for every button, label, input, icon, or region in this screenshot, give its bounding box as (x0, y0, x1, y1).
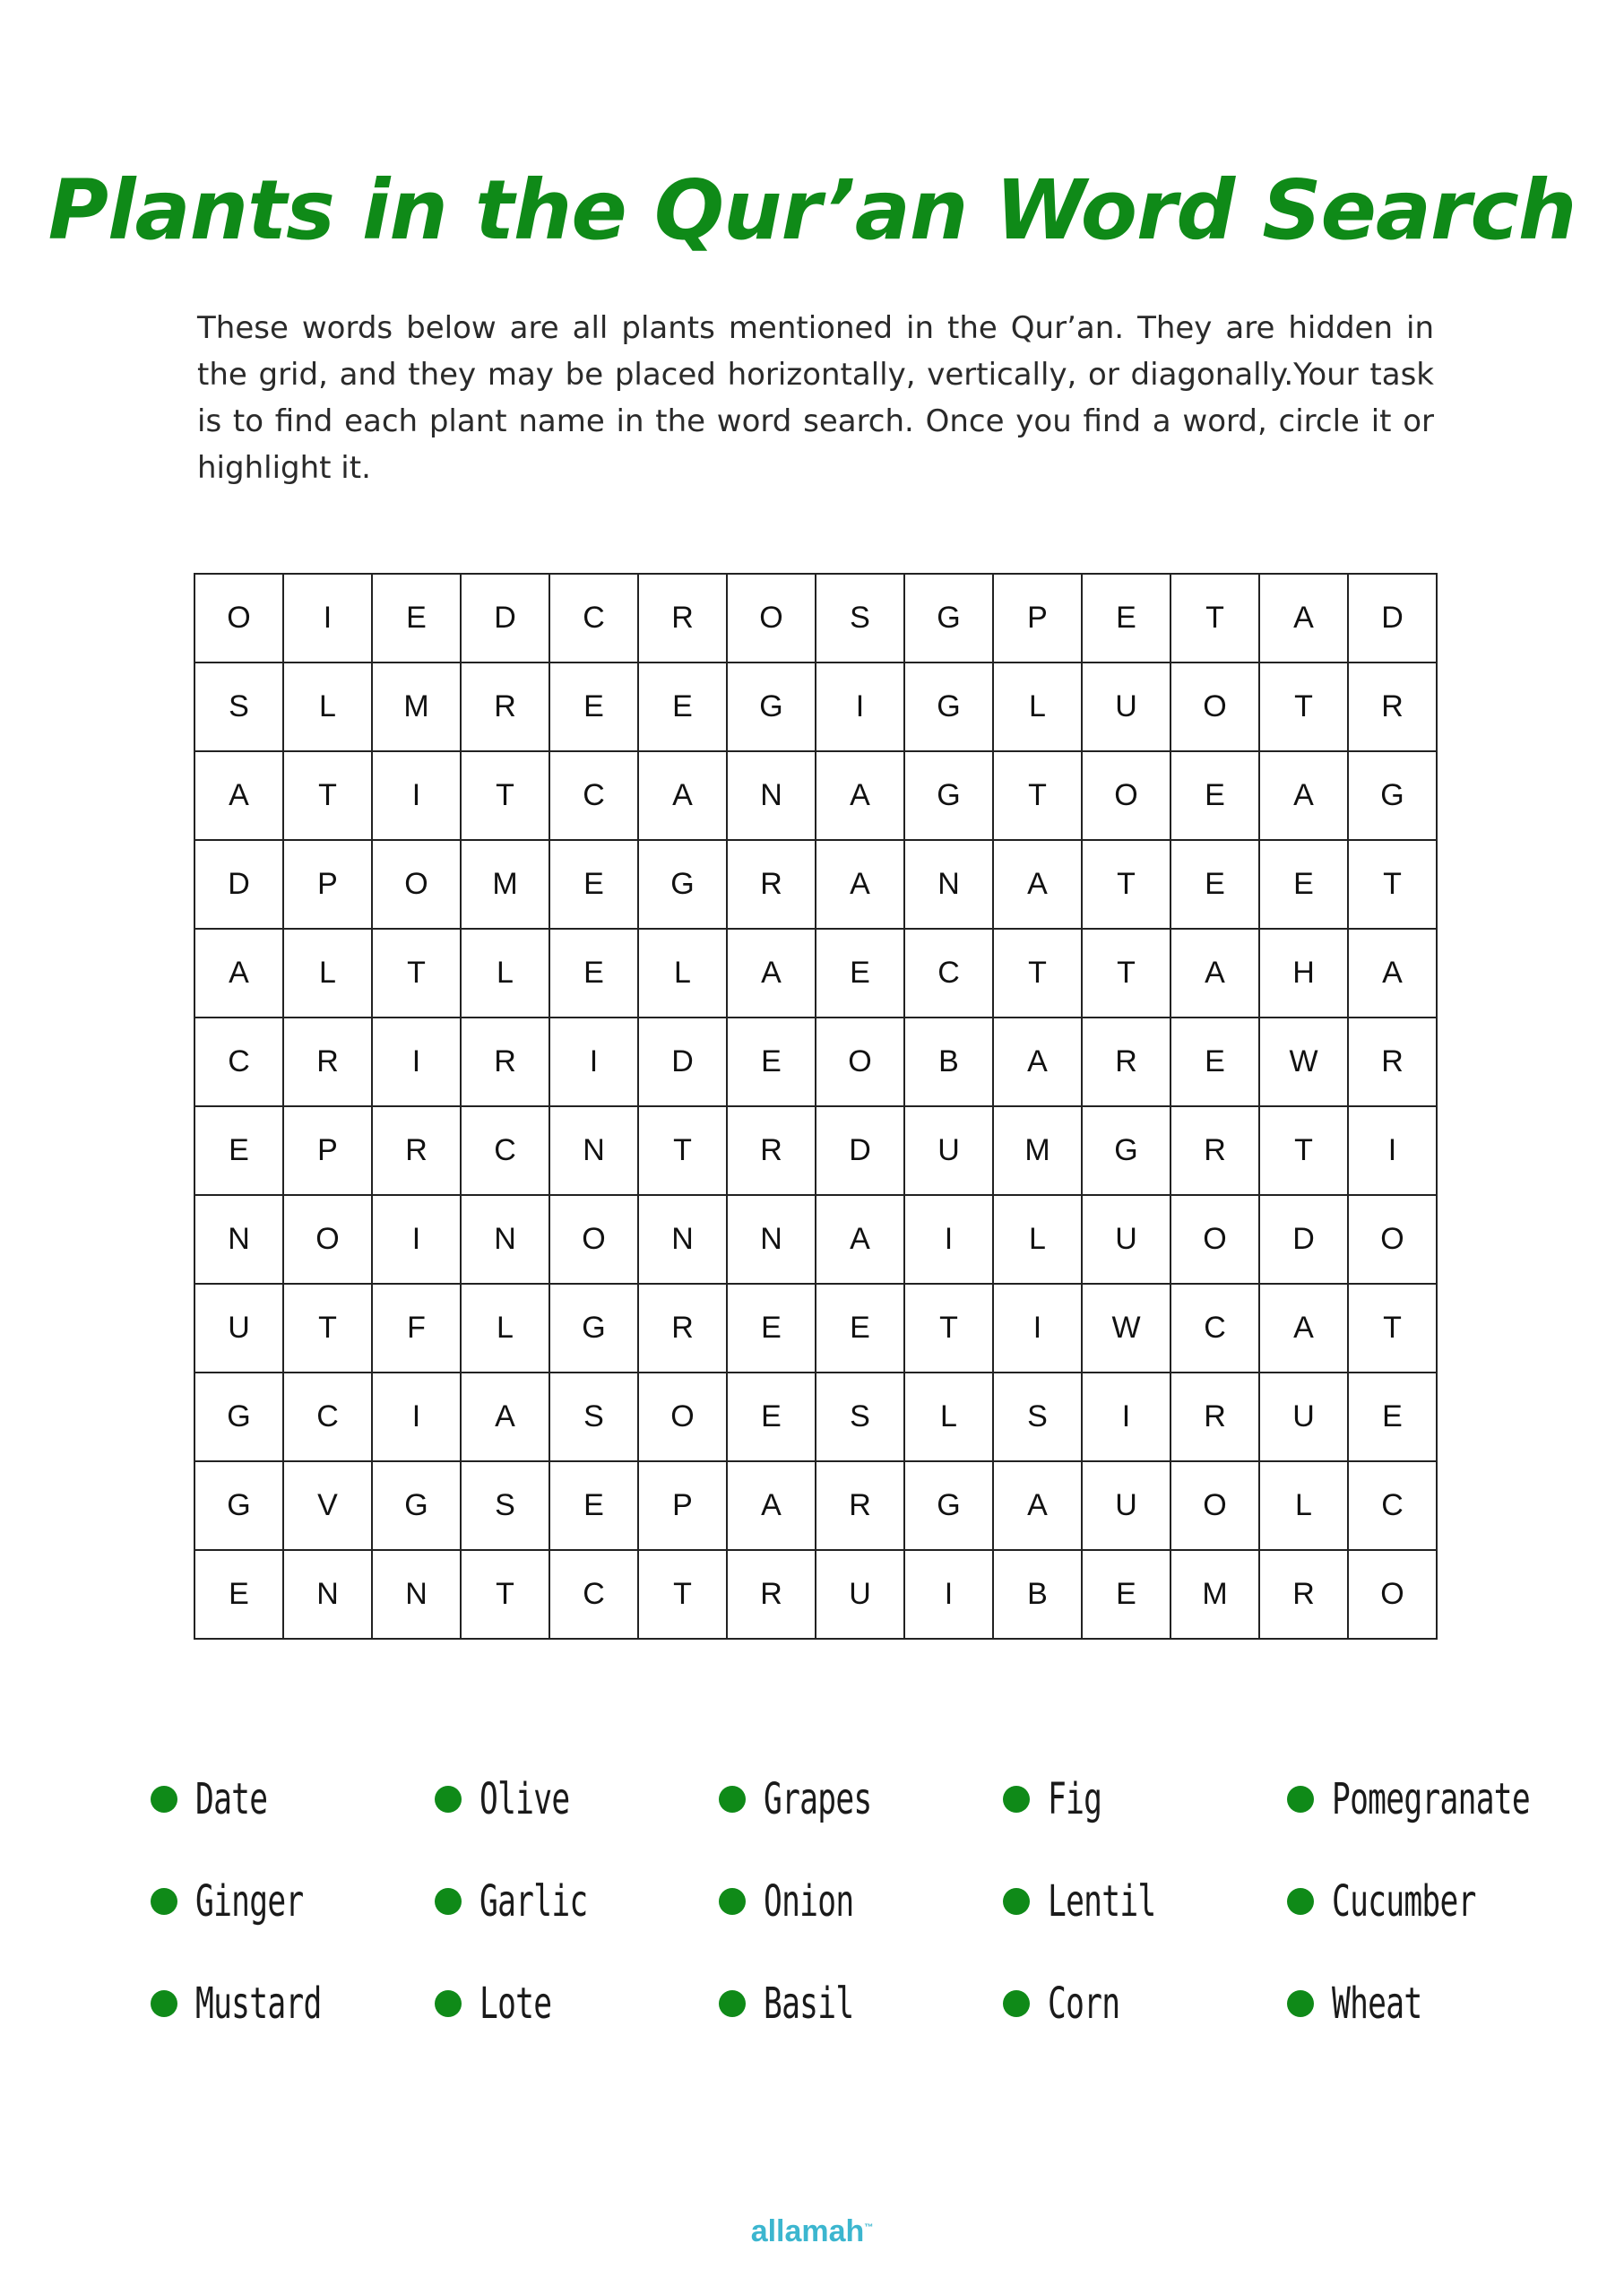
grid-cell[interactable]: A (994, 841, 1083, 930)
word-list-item (719, 1953, 1003, 2055)
grid-cell[interactable]: S (195, 663, 284, 752)
grid-cell[interactable]: G (195, 1373, 284, 1462)
grid-cell[interactable]: O (550, 1196, 639, 1285)
grid-cell[interactable]: T (284, 752, 373, 841)
bullet-dot-icon (1003, 1990, 1030, 2017)
grid-cell[interactable]: S (462, 1462, 550, 1551)
grid-cell[interactable]: P (284, 1107, 373, 1196)
grid-cell[interactable]: I (373, 1018, 462, 1107)
grid-cell[interactable]: I (905, 1551, 994, 1640)
grid-cell[interactable]: O (728, 575, 816, 663)
grid-cell[interactable]: O (1083, 752, 1171, 841)
word-list-item (1003, 1953, 1287, 2055)
page-title: Plants in the Qur’an Word Search (48, 162, 1576, 258)
grid-cell[interactable]: G (550, 1285, 639, 1373)
grid-cell[interactable]: T (373, 930, 462, 1018)
bullet-dot-icon (1287, 1888, 1314, 1915)
grid-cell[interactable]: V (284, 1462, 373, 1551)
word-list-item (1003, 1850, 1287, 1953)
grid-cell[interactable]: S (550, 1373, 639, 1462)
grid-cell[interactable]: R (1171, 1373, 1260, 1462)
trademark-mark: ™ (864, 2222, 874, 2233)
grid-cell[interactable]: A (816, 841, 905, 930)
grid-cell[interactable]: F (373, 1285, 462, 1373)
grid-cell[interactable]: C (462, 1107, 550, 1196)
grid-cell[interactable]: D (639, 1018, 728, 1107)
grid-cell[interactable]: L (994, 663, 1083, 752)
brand-logo (0, 2214, 1624, 2249)
grid-cell[interactable]: T (284, 1285, 373, 1373)
grid-cell[interactable]: C (1171, 1285, 1260, 1373)
grid-cell[interactable]: C (195, 1018, 284, 1107)
grid-cell[interactable]: C (1349, 1462, 1438, 1551)
word-label: Onion (764, 1876, 854, 1927)
grid-cell[interactable]: I (1349, 1107, 1438, 1196)
grid-cell[interactable]: L (905, 1373, 994, 1462)
grid-cell[interactable]: O (1171, 663, 1260, 752)
grid-cell[interactable]: G (639, 841, 728, 930)
grid-cell[interactable]: O (1349, 1196, 1438, 1285)
grid-cell[interactable]: I (373, 1196, 462, 1285)
grid-cell[interactable]: A (639, 752, 728, 841)
grid-cell[interactable]: G (1083, 1107, 1171, 1196)
word-list-item (435, 1748, 719, 1850)
grid-cell[interactable]: E (728, 1373, 816, 1462)
grid-cell[interactable]: A (195, 930, 284, 1018)
instructions-text: These words below are all plants mentioned in the Qur’an. They are hidden in the grid, and they may be placed horizontally, vertically, or diagonally.Your task is to find each plant name in the word search. Once you find a word, circle it or highlight it. (197, 310, 1434, 486)
grid-cell[interactable]: I (373, 752, 462, 841)
grid-cell[interactable]: I (373, 1373, 462, 1462)
bullet-dot-icon (1003, 1786, 1030, 1813)
grid-cell[interactable]: E (728, 1018, 816, 1107)
grid-cell[interactable]: E (550, 930, 639, 1018)
grid-cell[interactable]: R (1260, 1551, 1349, 1640)
grid-cell[interactable]: G (1349, 752, 1438, 841)
grid-cell[interactable]: I (816, 663, 905, 752)
grid-cell[interactable]: G (905, 663, 994, 752)
grid-cell[interactable]: E (550, 841, 639, 930)
grid-cell[interactable]: R (462, 663, 550, 752)
grid-cell[interactable]: O (639, 1373, 728, 1462)
bullet-dot-icon (1287, 1786, 1314, 1813)
grid-cell[interactable]: T (905, 1285, 994, 1373)
grid-cell[interactable]: E (550, 1462, 639, 1551)
grid-cell[interactable]: O (1171, 1462, 1260, 1551)
bullet-dot-icon (719, 1888, 746, 1915)
grid-cell[interactable]: C (550, 575, 639, 663)
word-list-item (435, 1850, 719, 1953)
grid-cell[interactable]: T (639, 1107, 728, 1196)
grid-cell[interactable]: S (816, 1373, 905, 1462)
grid-cell[interactable]: R (1349, 663, 1438, 752)
grid-cell[interactable]: R (462, 1018, 550, 1107)
bullet-dot-icon (719, 1990, 746, 2017)
bullet-dot-icon (435, 1888, 462, 1915)
grid-cell[interactable]: L (1260, 1462, 1349, 1551)
grid-cell[interactable]: U (1083, 663, 1171, 752)
word-label: Ginger (195, 1876, 304, 1927)
grid-cell[interactable]: D (1349, 575, 1438, 663)
grid-cell[interactable]: A (1171, 930, 1260, 1018)
grid-cell[interactable]: D (462, 575, 550, 663)
grid-cell[interactable]: T (1171, 575, 1260, 663)
grid-cell[interactable]: I (550, 1018, 639, 1107)
word-label: Basil (764, 1979, 854, 2029)
grid-cell[interactable]: T (1349, 1285, 1438, 1373)
grid-cell[interactable]: T (1083, 841, 1171, 930)
word-label: Fig (1048, 1774, 1102, 1824)
grid-cell[interactable]: I (284, 575, 373, 663)
word-list-item (151, 1953, 435, 2055)
grid-cell[interactable]: G (905, 1462, 994, 1551)
bullet-dot-icon (151, 1990, 177, 2017)
grid-cell[interactable]: R (728, 841, 816, 930)
word-list-item (1287, 1748, 1571, 1850)
word-label: Date (195, 1774, 268, 1824)
grid-cell[interactable]: P (639, 1462, 728, 1551)
grid-cell[interactable]: A (816, 752, 905, 841)
grid-cell[interactable]: T (994, 930, 1083, 1018)
grid-cell[interactable]: E (1171, 752, 1260, 841)
grid-cell[interactable]: R (816, 1462, 905, 1551)
grid-cell[interactable]: R (1171, 1107, 1260, 1196)
grid-cell[interactable]: S (816, 575, 905, 663)
grid-cell[interactable]: G (905, 752, 994, 841)
bullet-dot-icon (1287, 1990, 1314, 2017)
word-label: Mustard (195, 1979, 322, 2029)
grid-cell[interactable]: G (905, 575, 994, 663)
bullet-dot-icon (1003, 1888, 1030, 1915)
grid-cell[interactable]: W (1260, 1018, 1349, 1107)
grid-cell[interactable]: L (284, 663, 373, 752)
grid-cell[interactable]: N (728, 752, 816, 841)
word-list (151, 1748, 1585, 2055)
grid-cell[interactable]: A (728, 930, 816, 1018)
grid-cell[interactable]: C (550, 1551, 639, 1640)
grid-cell[interactable]: T (994, 752, 1083, 841)
grid-cell[interactable]: A (1349, 930, 1438, 1018)
grid-cell[interactable]: P (284, 841, 373, 930)
grid-cell[interactable]: E (1260, 841, 1349, 930)
word-label: Olive (479, 1774, 570, 1824)
grid-cell[interactable]: N (639, 1196, 728, 1285)
grid-cell[interactable]: T (639, 1551, 728, 1640)
word-list-item (435, 1953, 719, 2055)
bullet-dot-icon (151, 1888, 177, 1915)
word-label: Pomegranate (1332, 1774, 1530, 1824)
grid-cell[interactable]: L (994, 1196, 1083, 1285)
grid-cell[interactable]: W (1083, 1285, 1171, 1373)
grid-cell[interactable]: S (994, 1373, 1083, 1462)
grid-cell[interactable]: O (816, 1018, 905, 1107)
word-list-item (1287, 1850, 1571, 1953)
brand-logo-text: allamah (750, 2214, 865, 2248)
grid-cell[interactable]: E (1083, 575, 1171, 663)
grid-cell[interactable]: M (373, 663, 462, 752)
grid-cell[interactable]: L (639, 930, 728, 1018)
grid-cell[interactable]: N (728, 1196, 816, 1285)
grid-cell[interactable]: C (905, 930, 994, 1018)
grid-cell[interactable]: A (462, 1373, 550, 1462)
bullet-dot-icon (435, 1990, 462, 2017)
grid-cell[interactable]: G (195, 1462, 284, 1551)
grid-cell[interactable]: C (284, 1373, 373, 1462)
word-label: Lote (479, 1979, 552, 2029)
word-label: Grapes (764, 1774, 872, 1824)
word-list-item (1287, 1953, 1571, 2055)
grid-cell[interactable]: O (195, 575, 284, 663)
grid-cell[interactable]: T (1260, 1107, 1349, 1196)
grid-cell[interactable]: T (1260, 663, 1349, 752)
word-label: Corn (1048, 1979, 1120, 2029)
grid-cell[interactable]: A (994, 1018, 1083, 1107)
grid-cell[interactable]: U (1260, 1373, 1349, 1462)
grid-cell[interactable]: R (639, 1285, 728, 1373)
grid-cell[interactable]: E (195, 1107, 284, 1196)
grid-cell[interactable]: N (373, 1551, 462, 1640)
grid-cell[interactable]: A (1260, 575, 1349, 663)
grid-cell[interactable]: H (1260, 930, 1349, 1018)
grid-cell[interactable]: T (462, 1551, 550, 1640)
grid-cell[interactable]: R (639, 575, 728, 663)
grid-cell[interactable]: M (462, 841, 550, 930)
grid-cell[interactable]: R (373, 1107, 462, 1196)
word-list-item (151, 1748, 435, 1850)
grid-cell[interactable]: I (994, 1285, 1083, 1373)
grid-cell[interactable]: N (905, 841, 994, 930)
bullet-dot-icon (435, 1786, 462, 1813)
word-label: Garlic (479, 1876, 588, 1927)
grid-cell[interactable]: R (1349, 1018, 1438, 1107)
grid-cell[interactable]: E (1083, 1551, 1171, 1640)
grid-cell[interactable]: E (1171, 841, 1260, 930)
grid-cell[interactable]: A (994, 1462, 1083, 1551)
grid-cell[interactable]: D (1260, 1196, 1349, 1285)
grid-cell[interactable]: O (284, 1196, 373, 1285)
grid-cell[interactable]: R (728, 1551, 816, 1640)
bullet-dot-icon (719, 1786, 746, 1813)
grid-cell[interactable]: U (195, 1285, 284, 1373)
grid-cell[interactable]: R (1083, 1018, 1171, 1107)
grid-cell[interactable]: L (462, 1285, 550, 1373)
grid-cell[interactable]: G (728, 663, 816, 752)
grid-cell[interactable]: O (1349, 1551, 1438, 1640)
grid-cell[interactable]: D (195, 841, 284, 930)
grid-cell[interactable]: E (816, 1285, 905, 1373)
grid-cell[interactable]: I (905, 1196, 994, 1285)
grid-cell[interactable]: E (195, 1551, 284, 1640)
grid-cell[interactable]: E (639, 663, 728, 752)
grid-cell[interactable]: U (905, 1107, 994, 1196)
grid-cell[interactable]: A (1260, 752, 1349, 841)
grid-cell[interactable]: O (1171, 1196, 1260, 1285)
grid-cell[interactable]: A (1260, 1285, 1349, 1373)
grid-cell[interactable]: N (462, 1196, 550, 1285)
grid-cell[interactable]: B (905, 1018, 994, 1107)
grid-cell[interactable]: L (462, 930, 550, 1018)
grid-cell[interactable]: E (373, 575, 462, 663)
grid-cell[interactable]: T (1349, 841, 1438, 930)
grid-cell[interactable]: D (816, 1107, 905, 1196)
grid-cell[interactable]: T (462, 752, 550, 841)
grid-cell[interactable]: P (994, 575, 1083, 663)
grid-cell[interactable]: U (1083, 1196, 1171, 1285)
grid-cell[interactable]: E (816, 930, 905, 1018)
grid-cell[interactable]: I (1083, 1373, 1171, 1462)
word-list-item (1003, 1748, 1287, 1850)
grid-cell[interactable]: E (550, 663, 639, 752)
grid-cell[interactable]: B (994, 1551, 1083, 1640)
grid-cell[interactable]: N (284, 1551, 373, 1640)
grid-cell[interactable]: T (1083, 930, 1171, 1018)
word-list-item (719, 1748, 1003, 1850)
grid-cell[interactable]: M (994, 1107, 1083, 1196)
grid-cell[interactable]: U (816, 1551, 905, 1640)
word-list-item (719, 1850, 1003, 1953)
grid-cell[interactable]: G (373, 1462, 462, 1551)
grid-cell[interactable]: R (728, 1107, 816, 1196)
grid-cell[interactable]: L (284, 930, 373, 1018)
grid-cell[interactable]: R (284, 1018, 373, 1107)
grid-cell[interactable]: M (1171, 1551, 1260, 1640)
grid-cell[interactable]: N (550, 1107, 639, 1196)
grid-cell[interactable]: E (728, 1285, 816, 1373)
grid-cell[interactable]: C (550, 752, 639, 841)
word-label: Cucumber (1332, 1876, 1476, 1927)
grid-cell[interactable]: A (816, 1196, 905, 1285)
grid-cell[interactable]: O (373, 841, 462, 930)
grid-cell[interactable]: U (1083, 1462, 1171, 1551)
grid-cell[interactable]: A (195, 752, 284, 841)
grid-cell[interactable]: E (1349, 1373, 1438, 1462)
grid-cell[interactable]: N (195, 1196, 284, 1285)
grid-cell[interactable]: A (728, 1462, 816, 1551)
grid-cell[interactable]: E (1171, 1018, 1260, 1107)
word-search-grid (194, 573, 1438, 1640)
word-list-item (151, 1850, 435, 1953)
word-label: Lentil (1048, 1876, 1156, 1927)
bullet-dot-icon (151, 1786, 177, 1813)
word-label: Wheat (1332, 1979, 1422, 2029)
